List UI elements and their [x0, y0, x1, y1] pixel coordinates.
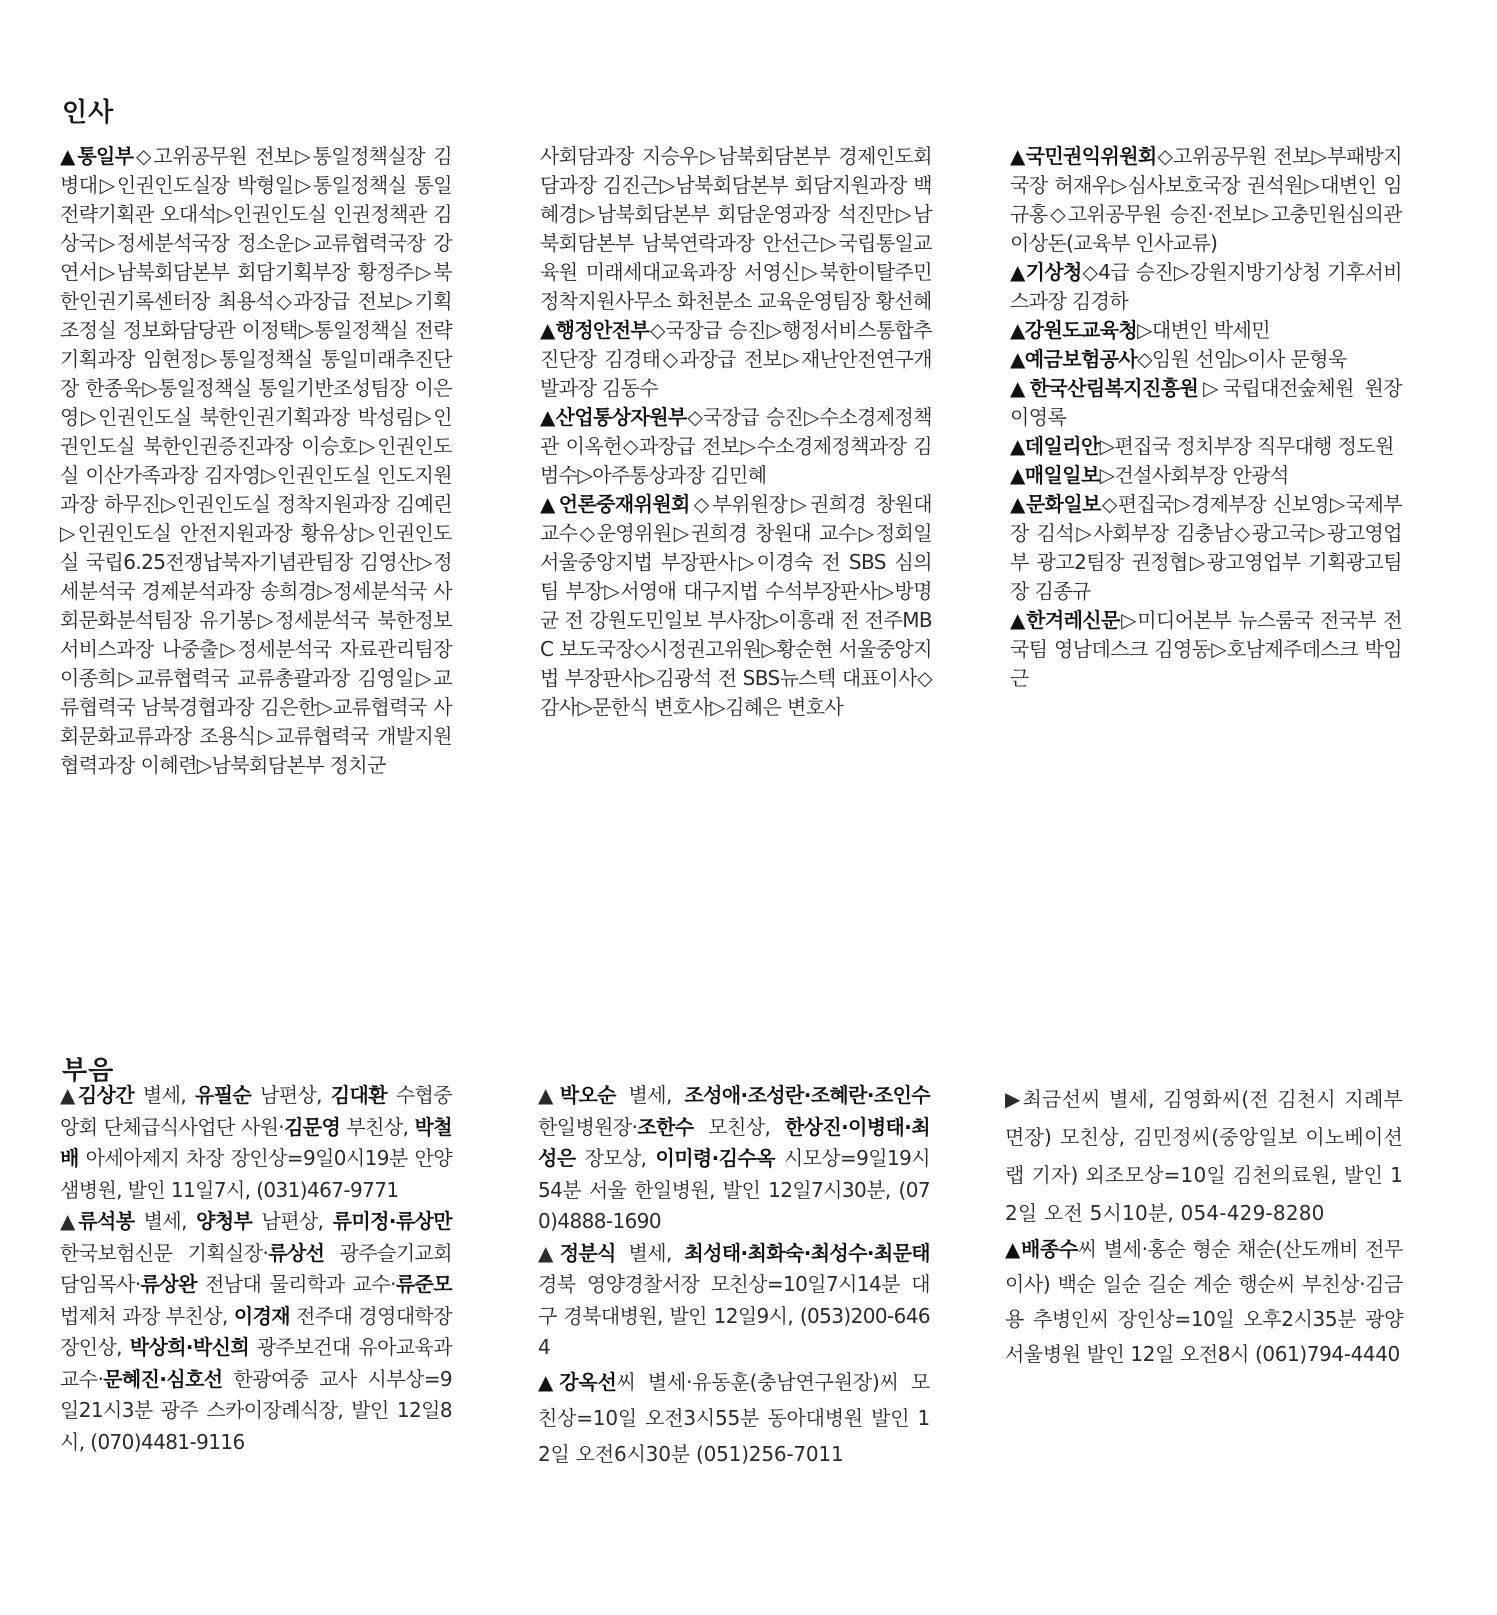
personnel-entry [1010, 316, 1402, 345]
obituary-text: 광주보건대 유아교육과 교수· [60, 1335, 452, 1391]
organization-name: ▲매일일보 [1010, 463, 1100, 487]
obituary-text: 모친상, [693, 1114, 785, 1139]
organization-name: ▲한국산림복지진흥원 [1010, 376, 1199, 400]
person-name: 조성애·조성란·조혜란·조인수 [684, 1083, 931, 1107]
bueum-column-3 [1005, 1080, 1403, 1372]
organization-name: ▲한겨레신문 [1010, 608, 1120, 632]
section-title-bueum: 부음 [62, 1056, 115, 1086]
person-name: 김대환 [330, 1083, 387, 1107]
person-name: 류석봉 [78, 1209, 135, 1233]
personnel-details: ◇국장급 승진▷행정서비스통합추진단장 김경태◇과장급 전보▷재난안전연구개발과장 김동수 [540, 318, 932, 400]
organization-name: ▲예금보험공사 [1010, 347, 1138, 371]
insa-column-3 [1010, 142, 1402, 693]
obituary-entry [60, 1080, 452, 1206]
obituary-text: 남편상, [252, 1209, 333, 1233]
personnel-details: ▷편집국 정치부장 직무대행 정도원 [1099, 434, 1394, 458]
person-name: 류상선 [268, 1240, 325, 1265]
personnel-entry [1010, 606, 1402, 693]
person-name: 양청부 [196, 1209, 253, 1233]
obituary-text: 수협중앙회 단체급식사업단 사원· [60, 1083, 452, 1139]
personnel-details: ▷미디어본부 뉴스룸국 전국부 전국팀 영남데스크 김영동▷호남제주데스크 박임근 [1010, 608, 1402, 690]
personnel-entry [1010, 142, 1402, 258]
person-name: 김상간 [77, 1083, 135, 1107]
obituary-text: 별세, [134, 1209, 197, 1233]
obituary-text: 아세아제지 차장 장인상=9일0시19분 안양샘병원, 발인 11일7시, (031)467-9771 [60, 1146, 452, 1202]
obituary-text: 시모상=9일19시54분 서울 한일병원, 발인 12일7시30분, (070)4888-1690 [538, 1146, 930, 1233]
insa-column-2 [540, 142, 932, 722]
personnel-details: ◇임원 선임▷이사 문형욱 [1137, 347, 1347, 371]
organization-name: ▲기상청 [1010, 260, 1082, 284]
obituary-text: 부친상, [340, 1114, 415, 1139]
section-title-insa: 인사 [62, 98, 115, 128]
obituary-text: 한일병원장· [538, 1114, 638, 1139]
organization-name: ▲국민권익위원회 [1010, 144, 1157, 168]
personnel-details: ◇고위공무원 전보▷부패방지국장 허재우▷심사보호국장 권석원▷대변인 임규홍◇고위공무원 승진·전보▷고충민원심의관 이상돈(교육부 인사교류) [1010, 144, 1402, 255]
obituary-text: 한국보험신문 기획실장· [60, 1240, 269, 1265]
obituary-text: ▲ [538, 1083, 560, 1107]
personnel-entry [1010, 374, 1402, 432]
organization-name: ▲언론중재위원회 [540, 492, 690, 516]
personnel-details: ◇고위공무원 전보▷통일정책실장 김병대▷인권인도실장 박형일▷통일정책실 통일전략기획관 오대석▷인권인도실 인권정책관 김상국▷정세분석국장 정소운▷교류협력국장 강연서▷남북회담본부 회담기획부장 황정주▷북한인권기록센터장 최용석◇과장급 전보▷기획조정실 정보화담당관 이정택▷통일정책실 전략기획과장 임현정▷통일정책실 통일미래추진단장 한종욱▷통일정책실 통일기반조성팀장 이은영▷인권인도실 북한인권기획과장 박성림▷인권인도실 북한인권증진과장 이승호▷인권인도실 이산가족과장 김자영▷인권인도실 인도지원과장 하무진▷인권인도실 정착지원과장 김예린▷인권인도실 안전지원과장 황유상▷인권인도실 국립6.25전쟁납북자기념관팀장 김영산▷정세분석국 경제분석과장 송희경▷정세분석국 사회문화분석팀장 유기봉▷정세분석국 북한정보서비스과장 나중출▷정세분석국 자료관리팀장 이종희▷교류협력국 교류총괄과장 김영일▷교류협력국 남북경협과장 김은한▷교류협력국 사회문화교류과장 조용식▷교류협력국 개발지원협력과장 이혜련▷남북회담본부 정치군 [60, 144, 452, 777]
obituary-text: 남편상, [251, 1083, 331, 1107]
personnel-details: ◇4급 승진▷강원지방기상청 기후서비스과장 김경하 [1010, 260, 1402, 313]
person-name: 류미정·류상만 [332, 1209, 452, 1233]
obituary-entry [538, 1238, 930, 1364]
organization-name: ▲데일리안 [1010, 434, 1100, 458]
personnel-details: ▷대변인 박세민 [1137, 318, 1270, 342]
personnel-details: ◇부위원장▷권희경 창원대 교수◇운영위원▷권희경 창원대 교수▷정회일 서울중앙지법 부장판사▷이경숙 전 SBS 심의팀 부장▷서영애 대구지법 수석부장판사▷방명균 전 강원도민일보 부사장▷이흥래 전 전주MBC 보도국장◇시정권고위원▷황순현 서울중앙지법 부장판사▷김광석 전 SBS뉴스텍 대표이사◇감사▷문한식 변호사▷김혜은 변호사 [540, 492, 932, 719]
person-name: ▲배종수 [1005, 1237, 1078, 1261]
obituary-text: 법제처 과장 부친상, [60, 1303, 234, 1328]
personnel-details: ◇편집국▷경제부장 신보영▷국제부장 김석▷사회부장 김충남◇광고국▷광고영업부 광고2팀장 권정협▷광고영업부 기획광고팀장 김종규 [1010, 492, 1402, 603]
bueum-column-1 [60, 1080, 452, 1458]
person-name: 이경재 [233, 1303, 291, 1328]
person-name: 류준모 [395, 1272, 452, 1296]
person-name: 유필순 [194, 1083, 252, 1107]
person-name: 박상희·박신희 [129, 1335, 250, 1359]
person-name: 조한수 [637, 1114, 694, 1139]
personnel-entry [1010, 461, 1402, 490]
obituary-text: 전남대 물리학과 교수· [196, 1272, 396, 1296]
organization-name: ▲산업통상자원부 [540, 405, 687, 429]
person-name: 문혜진·심호선 [103, 1366, 223, 1391]
person-name: 류상완 [140, 1272, 197, 1296]
personnel-entry [1010, 432, 1402, 461]
obituary-text: 전주대 경영대학장 장인상, [60, 1303, 452, 1359]
organization-name: ▲문화일보 [1010, 492, 1101, 516]
personnel-entry [1010, 258, 1402, 316]
obituary-entry [60, 1206, 452, 1458]
obituary-entry [538, 1364, 930, 1472]
obituary-text: 장모상, [575, 1146, 656, 1170]
obituary-text: 별세, [134, 1083, 195, 1107]
obituary-text: 별세, [615, 1083, 685, 1107]
person-name: 정분식 [559, 1240, 616, 1265]
person-name: 이미령·김수옥 [655, 1146, 775, 1170]
organization-name: ▲강원도교육청 [1010, 318, 1138, 342]
person-name: 최성태·최화숙·최성수·최문태 [684, 1240, 931, 1265]
personnel-entry [540, 490, 932, 722]
personnel-details: ▷국립대전숲체원 원장 이영록 [1010, 376, 1402, 429]
obituary-text: 한광여중 교사 시부상=9일21시3분 광주 스카이장례식장, 발인 12일8시, (070)4481-9116 [60, 1366, 452, 1454]
obituary-text: ▲ [60, 1209, 79, 1233]
person-name: 박철배 [60, 1114, 452, 1170]
personnel-details: 사회담과장 지승우▷남북회담본부 경제인도회담과장 김진근▷남북회담본부 회담지원과장 백혜경▷남북회담본부 회담운영과장 석진만▷남북회담본부 남북연락과장 안선근▷국립통일교육원 미래세대교육과장 서영신▷북한이탈주민정착지원사무소 화천분소 교육운영팀장 황선혜 [540, 144, 932, 313]
obituary-text: ▶최금선씨 별세, 김영화씨(전 김천시 지례부면장) 모친상, 김민정씨(중앙일보 이노베이션랩 기자) 외조모상=10일 김천의료원, 발인 12일 오전 5시10분, 054-429-8280 [1005, 1087, 1403, 1225]
obituary-entry [538, 1080, 930, 1238]
obituary-text: 광주슬기교회 담임목사· [60, 1240, 452, 1296]
personnel-entry [1010, 490, 1402, 606]
personnel-details: ◇국장급 승진▷수소경제정책관 이옥헌◇과장급 전보▷수소경제정책과장 김범수▷아주통상과장 김민혜 [540, 405, 932, 487]
personnel-entry [60, 142, 452, 780]
personnel-details: ▷건설사회부장 안광석 [1099, 463, 1289, 487]
obituary-entry [1005, 1232, 1403, 1372]
obituary-text: 경북 영양경찰서장 모친상=10일7시14분 대구 경북대병원, 발인 12일9시, (053)200-6464 [538, 1272, 930, 1359]
person-name: 한상진·이병태·최성은 [538, 1114, 930, 1170]
personnel-entry [1010, 345, 1402, 374]
obituary-text: 별세, [615, 1240, 685, 1265]
personnel-entry [540, 142, 932, 316]
organization-name: ▲통일부 [60, 144, 134, 168]
personnel-entry [540, 403, 932, 490]
person-name: 박오순 [559, 1083, 616, 1107]
obituary-text: 씨 별세·유동훈(충남연구원장)씨 모친상=10일 오전3시55분 동아대병원 발인 12일 오전6시30분 (051)256-7011 [538, 1369, 930, 1466]
obituary-text: ▲ [60, 1083, 78, 1107]
personnel-entry [540, 316, 932, 403]
obituary-text: ▲ [538, 1240, 560, 1265]
insa-column-1 [60, 142, 452, 780]
person-name: ▲강옥선 [538, 1369, 617, 1394]
organization-name: ▲행정안전부 [540, 318, 650, 342]
bueum-column-2 [538, 1080, 930, 1472]
obituary-entry [1005, 1080, 1403, 1232]
person-name: 김문영 [284, 1114, 341, 1139]
obituary-text: 씨 별세·홍순 형순 채순(산도깨비 전무이사) 백순 일순 길순 계순 행순씨 부친상·김금용 추병인씨 장인상=10일 오후2시35분 광양서울병원 발인 12일 오전8시 (061)794-4440 [1005, 1237, 1403, 1366]
